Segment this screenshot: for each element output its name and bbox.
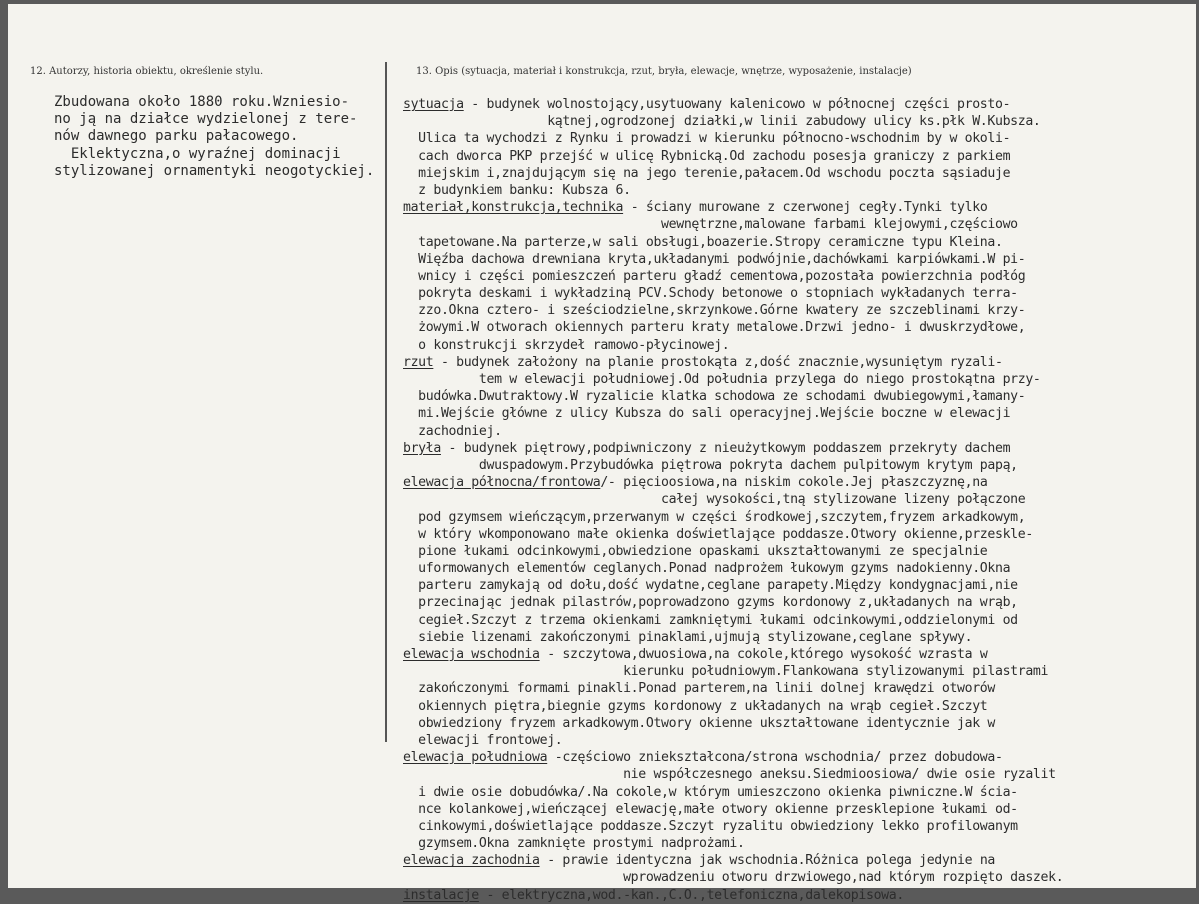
section-heading: bryła	[403, 440, 441, 456]
description-line-text: pokryta deskami i wykładziną PCV.Schody betonowe o stopniach wykładanych terra-	[403, 286, 1018, 302]
left-text-line: Eklektyczna,o wyraźnej dominacji	[54, 145, 341, 162]
description-line-text: wnicy i części pomieszczeń parteru gładź cementowa,pozostała powierzchnia podłóg	[403, 268, 1026, 284]
description-line-text: i dwie osie dobudówka/.Na cokole,w którym umieszczono okienka piwniczne.W ścia-	[403, 784, 1018, 800]
description-line-text: tem w elewacji południowej.Od południa przylega do niego prostokątna przy-	[403, 372, 1041, 387]
section-12-header: 12. Autorzy, historia obiektu, określenie stylu.	[30, 66, 264, 77]
column-divider	[385, 62, 387, 742]
description-line	[403, 182, 1193, 199]
description-line	[403, 766, 1193, 783]
description-line-text: zzo.Okna cztero- i sześciodzielne,skrzynkowe.Górne kwatery ze szczeblinami krzy-	[403, 303, 1026, 319]
section-heading: materiał,konstrukcja,technika	[403, 200, 624, 216]
description-line-text: gzymsem.Okna zamknięte prostymi nadprożami.	[403, 836, 745, 852]
description-line	[403, 543, 1193, 560]
description-line-text: siebie lizenami zakończonymi pinaklami,ujmują stylizowane,ceglane spływy.	[403, 629, 973, 645]
section-heading: instalacje	[403, 887, 479, 903]
description-line	[403, 319, 1193, 336]
description-line-text: /- pięcioosiowa,na niskim cokole.Jej płaszczyznę,na	[600, 475, 988, 491]
left-text-line: nów dawnego parku pałacowego.	[54, 128, 299, 145]
description-line	[403, 96, 1193, 113]
description-line-text: mi.Wejście główne z ulicy Kubsza do sali operacyjnej.Wejście boczne w elewacji	[403, 406, 1011, 422]
description-line	[403, 337, 1193, 354]
description-line	[403, 440, 1193, 457]
description-line-text: budówka.Dwutraktowy.W ryzalicie klatka schodowa ze schodami dwubiegowymi,łamany-	[403, 389, 1026, 405]
description-line-text: wewnętrzne,malowane farbami klejowymi,częściowo	[403, 217, 1018, 233]
section-13-header: 13. Opis (sytuacja, materiał i konstrukcja, rzut, bryła, elewacje, wnętrze, wyposażenie, instalacje)	[416, 66, 912, 77]
description-line-text: nce kolankowej,wieńczącej elewację,małe otwory okienne przesklepione łukami od-	[403, 801, 1018, 817]
description-line	[403, 749, 1193, 766]
description-line	[403, 474, 1193, 491]
description-line	[403, 852, 1193, 869]
description-line	[403, 646, 1193, 663]
description-line-text: kierunku południowym.Flankowana stylizowanymi pilastrami	[403, 664, 1049, 680]
description-line	[403, 354, 1193, 371]
left-text-line: stylizowanej ornamentyki neogotyckiej.	[54, 162, 375, 179]
description-line-text: miejskim i,znajdującym się na jego terenie,pałacem.Od wschodu poczta sąsiaduje	[403, 165, 1011, 181]
description-text	[403, 96, 1193, 904]
section-heading: elewacja zachodnia	[403, 853, 540, 869]
description-line	[403, 268, 1193, 285]
description-line	[403, 251, 1193, 268]
description-line	[403, 801, 1193, 818]
section-heading: sytuacja	[403, 97, 464, 112]
description-line	[403, 148, 1193, 165]
description-line	[403, 371, 1193, 388]
description-line	[403, 612, 1193, 629]
description-line	[403, 234, 1193, 251]
description-line-text: pod gzymsem wieńczącym,przerwanym w części środkowej,szczytem,fryzem arkadkowym,	[403, 509, 1026, 525]
description-line	[403, 423, 1193, 440]
description-line-text: Ulica ta wychodzi z Rynku i prowadzi w kierunku północno-wschodnim by w okoli-	[403, 131, 1011, 147]
description-line	[403, 285, 1193, 302]
description-line-text: tapetowane.Na parterze,w sali obsługi,boazerie.Stropy ceramiczne typu Kleina.	[403, 234, 1003, 250]
description-line	[403, 715, 1193, 732]
description-line	[403, 130, 1193, 147]
description-line-text: cegieł.Szczyt z trzema okienkami zamkniętymi łukami odcinkowymi,oddzielonymi od	[403, 612, 1018, 628]
description-line	[403, 405, 1193, 422]
description-line	[403, 457, 1193, 474]
description-line-text: - budynek założony na planie prostokąta z,dość znacznie,wysuniętym ryzali-	[433, 354, 1003, 370]
description-line-text: wprowadzeniu otworu drzwiowego,nad którym rozpięto daszek.	[403, 870, 1064, 886]
description-line	[403, 698, 1193, 715]
description-line	[403, 302, 1193, 319]
left-text-line: no ją na działce wydzielonej z tere-	[54, 111, 358, 128]
description-line-text: kątnej,ogrodzonej działki,w linii zabudowy ulicy ks.płk W.Kubsza.	[403, 114, 1041, 130]
section-heading: elewacja wschodnia	[403, 647, 540, 662]
description-line	[403, 818, 1193, 835]
description-line	[403, 629, 1193, 646]
section-heading: elewacja północna/frontowa	[403, 475, 601, 491]
description-line	[403, 199, 1193, 216]
authors-history-style-text	[54, 94, 374, 180]
description-line-text: obwiedziony fryzem arkadkowym.Otwory okienne ukształtowane identycznie jak w	[403, 715, 995, 731]
description-line	[403, 388, 1193, 405]
description-line-text: okiennych piętra,biegnie gzyms kordonowy z układanych na wrąb cegieł.Szczyt	[403, 698, 988, 714]
description-line	[403, 560, 1193, 577]
description-line-text: parteru zamykają od dołu,dość wydatne,ceglane parapety.Między kondygnacjami,nie	[403, 578, 1018, 594]
description-line-text: żowymi.W otworach okiennych parteru kraty metalowe.Drzwi jedno- i dwuskrzydłowe,	[403, 320, 1026, 336]
description-line-text: - ściany murowane z czerwonej cegły.Tynki tylko	[623, 200, 988, 216]
description-line	[403, 491, 1193, 508]
description-line	[403, 784, 1193, 801]
description-line-text: - elektryczna,wod.-kan.,C.O.,telefoniczna,dalekopisowa.	[478, 887, 904, 903]
description-line	[403, 577, 1193, 594]
description-line-text: nie współczesnego aneksu.Siedmioosiowa/ dwie osie ryzalit	[403, 767, 1056, 783]
description-line-text: - budynek piętrowy,podpiwniczony z nieużytkowym poddaszem przekryty dachem	[440, 440, 1011, 456]
section-heading: elewacja południowa	[403, 750, 548, 766]
description-line	[403, 594, 1193, 611]
description-line-text: cach dworca PKP przejść w ulicę Rybnicką.Od zachodu posesja graniczy z parkiem	[403, 148, 1011, 164]
description-line	[403, 165, 1193, 182]
description-line-text: cinkowymi,doświetlające poddasze.Szczyt ryzalitu obwiedziony lekko profilowanym	[403, 818, 1018, 834]
description-line	[403, 732, 1193, 749]
description-line	[403, 509, 1193, 526]
description-line-text: zachodniej.	[403, 423, 502, 439]
section-heading: rzut	[403, 354, 434, 370]
description-line-text: w który wkomponowano małe okienka doświetlające poddasze.Otwory okienne,przeskle-	[403, 526, 1033, 542]
description-line	[403, 835, 1193, 852]
description-line-text: -częściowo zniekształcona/strona wschodnia/ przez dobudowa-	[547, 750, 1003, 766]
description-line-text: przecinając jednak pilastrów,poprowadzono gzyms kordonowy z,układanych na wrąb,	[403, 595, 1018, 611]
description-line-text: - prawie identyczna jak wschodnia.Różnica polega jedynie na	[539, 853, 995, 869]
description-line-text: pione łukami odcinkowymi,obwiedzione opaskami ukształtowanymi ze specjalnie	[403, 543, 988, 559]
description-line-text: Więźba dachowa drewniana kryta,układanymi podwójnie,dachówkami karpiówkami.W pi-	[403, 251, 1026, 267]
description-line-text: z budynkiem banku: Kubsza 6.	[403, 182, 631, 198]
description-line-text: o konstrukcji skrzydeł ramowo-płycinowej.	[403, 337, 730, 353]
description-line	[403, 680, 1193, 697]
description-line	[403, 216, 1193, 233]
description-line-text: uformowanych elementów ceglanych.Ponad nadprożem łukowym gzyms nadokienny.Okna	[403, 561, 1011, 577]
description-line-text: całej wysokości,tną stylizowane lizeny połączone	[403, 492, 1026, 508]
description-line	[403, 869, 1193, 886]
description-line-text: elewacji frontowej.	[403, 732, 563, 748]
description-line-text: - szczytowa,dwuosiowa,na cokole,którego wysokość wzrasta w	[539, 647, 988, 662]
description-line-text: dwuspadowym.Przybudówka piętrowa pokryta dachem pulpitowym krytym papą,	[403, 457, 1018, 473]
description-line	[403, 663, 1193, 680]
description-line	[403, 526, 1193, 543]
description-line	[403, 887, 1193, 904]
description-line-text: - budynek wolnostojący,usytuowany kalenicowo w północnej części prosto-	[463, 97, 1011, 112]
left-text-line: Zbudowana około 1880 roku.Wzniesio-	[54, 94, 350, 110]
document-sheet	[8, 4, 1196, 903]
description-line	[403, 113, 1193, 130]
description-line-text: zakończonymi formami pinakli.Ponad parterem,na linii dolnej krawędzi otworów	[403, 681, 995, 697]
